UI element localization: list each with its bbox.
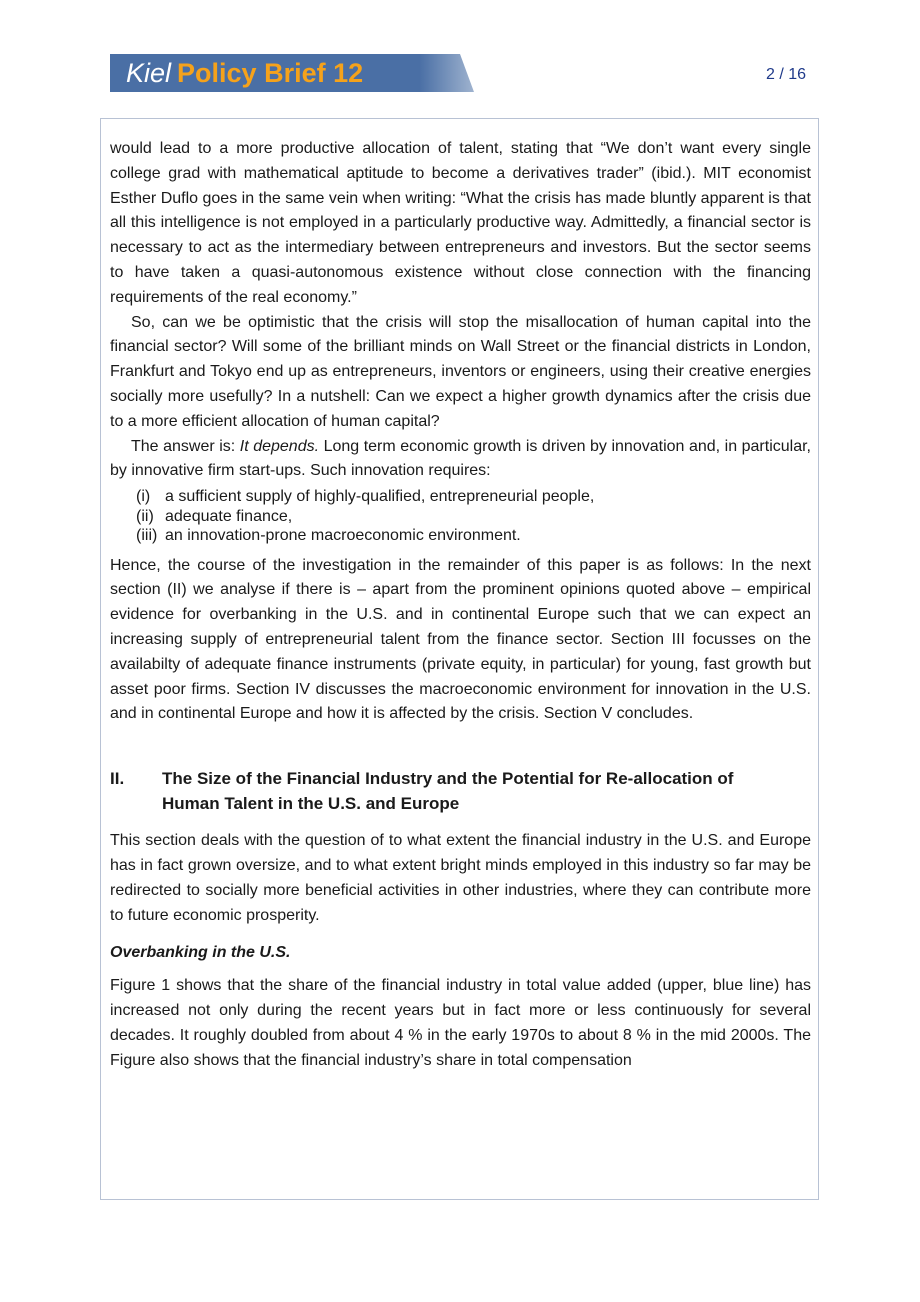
header-banner [110, 54, 474, 92]
para3-lead: The answer is: [131, 437, 240, 455]
list-item [136, 487, 811, 507]
list-item-number: (ii) [136, 507, 154, 525]
page-number: 2 / 16 [766, 66, 807, 83]
para3-rest: Long term economic growth is driven by innovation and, in particular, by innovative firm start-ups. Such innovation requires: [110, 437, 811, 480]
paragraph-5: This section deals with the question of to what extent the financial industry in the U.S. and Europe has in fact grown oversize, and to what extent bright minds employed in this industry so far may be redirected to socially more beneficial activities in other industries, where they can contribute more to future economic prosperity. [110, 832, 811, 924]
paragraph-3 [110, 435, 811, 485]
list-item-number: (i) [136, 488, 151, 506]
document-body [110, 137, 811, 1073]
section-title: The Size of the Financial Industry and the Potential for Re-allocation of Human Talent in the U.S. and Europe [162, 769, 734, 814]
section-heading [110, 766, 811, 816]
list-item-text: an innovation-prone macroeconomic environment. [165, 527, 521, 545]
para3-emphasis: It depends. [239, 437, 320, 455]
paragraph-4: Hence, the course of the investigation in the remainder of this paper is as follows: In the next section (II) we analyse if there is – apart from the prominent opinions quoted above – empirical evidence for overbanking in the U.S. and in continental Europe such that we can expect an increasing supply of entrepreneurial talent from the finance sector. Section III focusses on the availabilty of adequate finance instruments (private equity, in particular) for young, fast growth but asset poor firms. Section IV discusses the macroeconomic environment for innovation in the U.S. and in continental Europe and how it is affected by the crisis. Section V concludes. [110, 556, 811, 723]
list-item-text: adequate finance, [165, 507, 293, 525]
paragraph-2: So, can we be optimistic that the crisis will stop the misallocation of human capital into the financial sector? Will some of the brilliant minds on Wall Street or the financial districts in London, Frankfurt and Tokyo end up as entrepreneurs, inventors or engineers, using their creative energies socially more usefully? In a nutshell: Can we expect a higher growth dynamics after the crisis due to a more efficient allocation of human capital? [110, 313, 811, 430]
list-item-number: (iii) [136, 527, 158, 545]
paragraph-1: would lead to a more productive allocation of talent, stating that “We don’t want every single college grad with mathematical aptitude to become a derivatives trader” (ibid.). MIT economist Esther Duflo goes in the same vein when writing: “What the crisis has made bluntly apparent is that all this intelligence is not employed in a particularly productive way. Admittedly, a financial sector is necessary to act as the intermediary between entrepreneurs and investors. But the sector seems to have taken a quasi-autonomous existence without close connection with the financing requirements of the real economy.” [110, 140, 811, 306]
section-number: II. [110, 769, 125, 789]
list-item [136, 526, 811, 546]
requirements-list [136, 487, 811, 546]
paragraph-6: Figure 1 shows that the share of the financial industry in total value added (upper, blue line) has increased not only during the recent years but in fact more or less continuously for several decades. It roughly doubled from about 4 % in the early 1970s to about 8 % in the mid 2000s. The Figure also shows that the financial industry’s share in total compensation [110, 977, 811, 1069]
list-item-text: a sufficient supply of highly-qualified, entrepreneurial people, [165, 488, 595, 506]
brief-title [126, 56, 363, 90]
subheading: Overbanking in the U.S. [110, 944, 291, 962]
brand-policy-brief: Policy Brief 12 [177, 58, 364, 88]
brand-kiel: Kiel [126, 58, 172, 88]
list-item [136, 507, 811, 527]
